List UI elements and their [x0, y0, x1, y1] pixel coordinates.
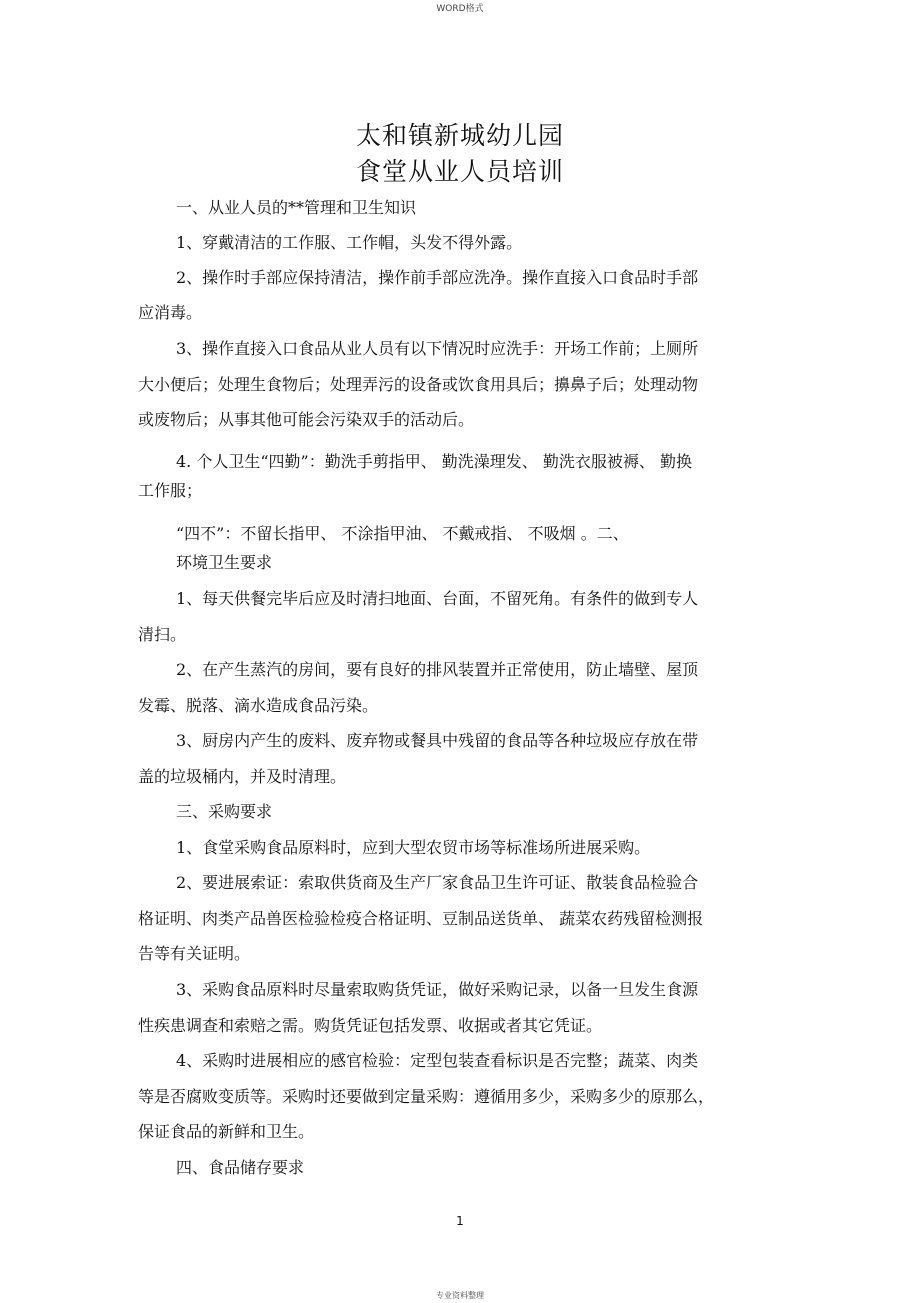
paragraph-line: 保证食品的新鲜和卫生。: [138, 1122, 315, 1141]
section-heading: 三、采购要求: [176, 802, 273, 821]
page-number: 1: [456, 1214, 464, 1228]
paragraph-line: 4. 个人卫生“四勤”：勤洗手剪指甲、 勤洗澡理发、 勤洗衣服被褥、 勤换: [176, 452, 692, 471]
section-heading: 四、食品储存要求: [176, 1158, 305, 1177]
paragraph-line: 1、穿戴清洁的工作服、工作帽，头发不得外露。: [176, 233, 523, 252]
paragraph-line: 2、操作时手部应保持清洁，操作前手部应洗净。操作直接入口食品时手部: [176, 268, 699, 287]
paragraph-line: 3、采购食品原料时尽量索取购货凭证，做好采购记录，以备一旦发生食源: [176, 980, 699, 999]
paragraph-line: 1、每天供餐完毕后应及时清扫地面、台面，不留死角。有条件的做到专人: [176, 589, 699, 608]
paragraph-line: 应消毒。: [138, 303, 203, 322]
paragraph-line: 2、在产生蒸汽的房间，要有良好的排风装置并正常使用，防止墙壁、屋顶: [176, 660, 699, 679]
paragraph-line: 盖的垃圾桶内，并及时清理。: [138, 767, 347, 786]
paragraph-line: 2、要进展索证：索取供货商及生产厂家食品卫生许可证、散装食品检验合: [176, 873, 699, 892]
paragraph-line: 1、食堂采购食品原料时，应到大型农贸市场等标准场所进展采购。: [176, 838, 651, 857]
paragraph-line: 3、操作直接入口食品从业人员有以下情况时应洗手：开场工作前；上厕所: [176, 339, 699, 358]
paragraph-line: 3、厨房内产生的废料、废弃物或餐具中残留的食品等各种垃圾应存放在带: [176, 731, 699, 750]
paragraph-line: 4、采购时进展相应的感官检验：定型包装查看标识是否完整；蔬菜、肉类: [176, 1051, 699, 1070]
paragraph-line: 大小便后；处理生食物后；处理弄污的设备或饮食用具后；擤鼻子后；处理动物: [138, 375, 699, 394]
page-header-note: WORD格式: [436, 4, 484, 14]
paragraph-line: 性疾患调查和索赔之需。购货凭证包括发票、收据或者其它凭证。: [138, 1016, 603, 1035]
section-heading: 一、从业人员的**管理和卫生知识: [176, 198, 417, 217]
paragraph-line: “四不”：不留长指甲、 不涂指甲油、 不戴戒指、 不吸烟 。二、: [176, 524, 629, 543]
paragraph-line: 工作服；: [138, 481, 203, 500]
page-footer-note: 专业资料整理: [436, 1291, 484, 1300]
section-heading: 环境卫生要求: [176, 553, 273, 572]
paragraph-line: 发霉、脱落、滴水造成食品污染。: [138, 696, 379, 715]
document-title-line-1: 太和镇新城幼儿园: [355, 121, 564, 150]
paragraph-line: 等是否腐败变质等。采购时还要做到定量采购：遵循用多少，采购多少的原那么，: [138, 1087, 715, 1106]
paragraph-line: 清扫。: [138, 625, 187, 644]
paragraph-line: 格证明、肉类产品兽医检验检疫合格证明、豆制品送货单、 蔬菜农药残留检测报: [138, 909, 704, 928]
document-title-line-2: 食堂从业人员培训: [355, 157, 564, 186]
paragraph-line: 或废物后；从事其他可能会污染双手的活动后。: [138, 410, 475, 429]
paragraph-line: 告等有关证明。: [138, 944, 251, 963]
